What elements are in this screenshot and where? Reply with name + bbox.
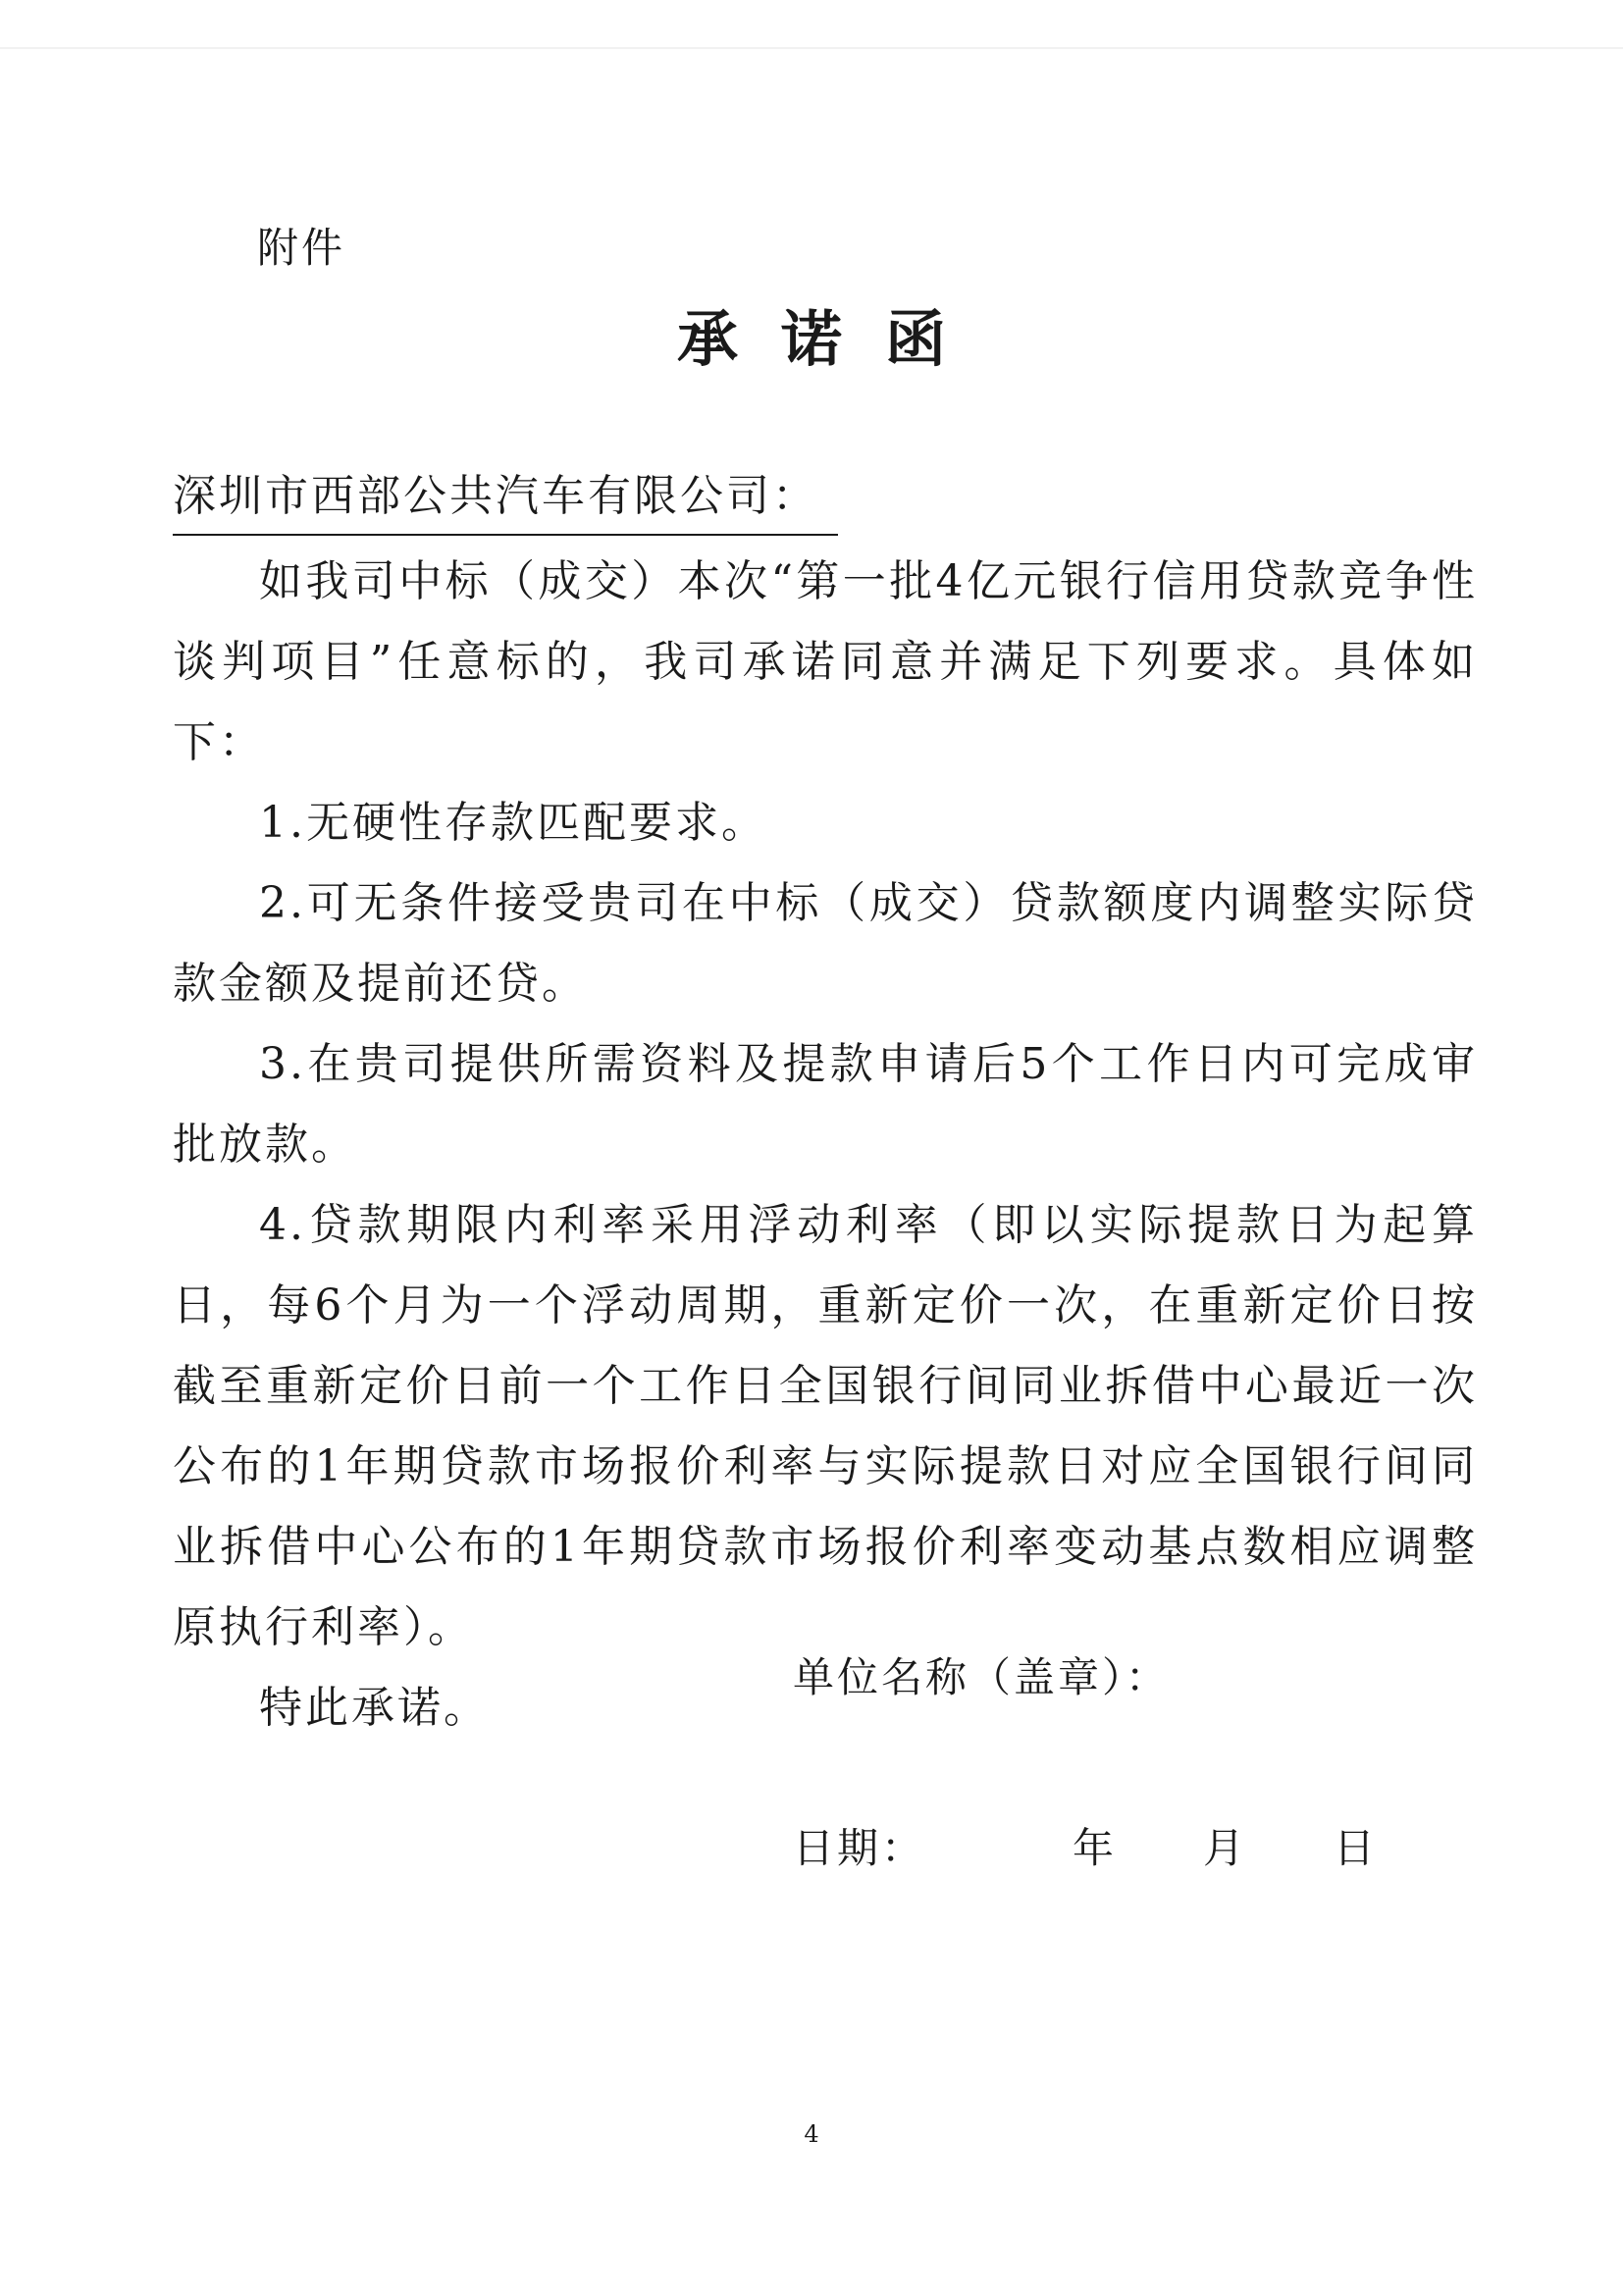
attachment-label: 附件 [257,224,346,272]
page-edge-line [0,47,1623,49]
unit-name-line [793,1648,1378,1707]
day-label: 日 [1334,1824,1379,1872]
intro-paragraph: 如我司中标（成交）本次“第一批4亿元银行信用贷款竞争性谈判项目”任意标的，我司承诺同意并满足下列要求。具体如下： [173,556,1478,767]
signature-block [793,1648,1378,1878]
month-label: 月 [1203,1824,1248,1872]
requirement-2: 2.可无条件接受贵司在中标（成交）贷款额度内调整实际贷款金额及提前还贷。 [173,878,1478,1009]
requirement-3: 3.在贵司提供所需资料及提款申请后5个工作日内可完成审批放款。 [173,1039,1478,1170]
unit-name-label: 单位名称（盖章）： [793,1653,1171,1701]
requirement-4: 4.贷款期限内利率采用浮动利率（即以实际提款日为起算日，每6个月为一个浮动周期，重新定价一次，在重新定价日按截至重新定价日前一个工作日全国银行间同业拆借中心最近一次公布的1年期贷款市场报价利率与实际提款日对应全国银行间同业拆借中心公布的1年期贷款市场报价利率变动基点数相应调整原执行利率）。 [173,1200,1478,1652]
letter-body [173,456,1478,1748]
year-label: 年 [1073,1824,1118,1872]
date-label: 日期： [793,1824,926,1872]
date-line [793,1819,1378,1878]
document-title: 承诺函 [676,303,989,375]
salutation: 深圳市西部公共汽车有限公司： [173,459,838,536]
requirement-1: 1.无硬性存款匹配要求。 [259,798,767,848]
page-number: 4 [804,2120,819,2148]
closing-statement: 特此承诺。 [259,1683,490,1733]
